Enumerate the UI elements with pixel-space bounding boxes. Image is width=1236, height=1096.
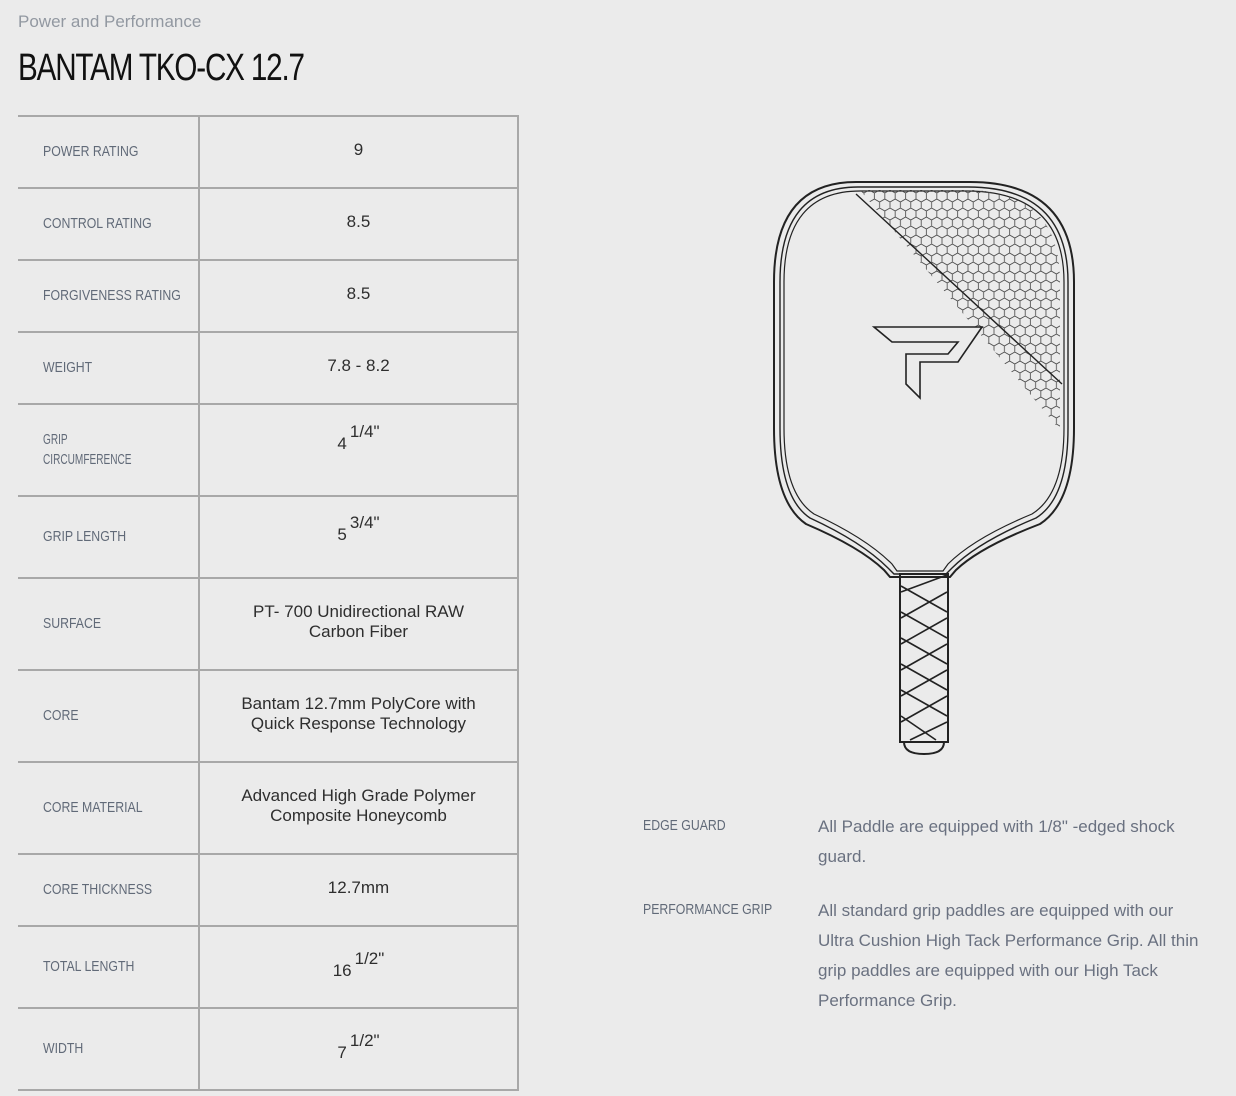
feature-text: All Paddle are equipped with 1/8" -edged shock guard. (818, 817, 1175, 866)
spec-value: 12.7mm (327, 878, 390, 897)
spec-value: Advanced High Grade Polymer Composite Honeycomb (241, 786, 476, 825)
spec-row-surface (18, 579, 517, 671)
spec-value: PT- 700 Unidirectional RAW Carbon Fiber (252, 602, 464, 641)
spec-value: Bantam 12.7mm PolyCore with Quick Response Technology (241, 694, 476, 733)
spec-label: CONTROL RATING (18, 189, 200, 259)
spec-label: GRIP LENGTH (18, 497, 200, 577)
spec-label: FORGIVENESS RATING (18, 261, 200, 331)
spec-label: GRIP CIRCUMFERENCE (18, 405, 200, 495)
spec-label: CORE (18, 671, 200, 761)
spec-row-grip-length (18, 497, 517, 579)
spec-label: CORE THICKNESS (18, 855, 200, 925)
feature-performance-grip (643, 896, 1223, 1016)
spec-value: 8.5 (346, 212, 371, 231)
spec-row-total-length (18, 927, 517, 1009)
spec-row-forgiveness-rating (18, 261, 517, 333)
spec-value: 8.5 (346, 284, 371, 303)
spec-label: TOTAL LENGTH (18, 927, 200, 1007)
spec-value: 161/2" (332, 949, 385, 980)
feature-text: All standard grip paddles are equipped with our Ultra Cushion High Tack Performance Grip. All thin grip paddles are equipped with our High Tack Performance Grip. (818, 901, 1199, 1010)
spec-label: POWER RATING (18, 117, 200, 187)
spec-row-core-thickness (18, 855, 517, 927)
spec-label: WIDTH (18, 1009, 200, 1089)
spec-row-control-rating (18, 189, 517, 261)
product-title: BANTAM TKO-CX 12.7 (18, 47, 304, 89)
spec-label: CORE MATERIAL (18, 763, 200, 853)
spec-value: 41/4" (337, 422, 380, 453)
spec-table (18, 115, 519, 1091)
paddle-illustration (760, 172, 1090, 762)
spec-row-power-rating (18, 117, 517, 189)
page-subtitle: Power and Performance (18, 12, 202, 31)
spec-label: WEIGHT (18, 333, 200, 403)
spec-value: 7.8 - 8.2 (327, 356, 390, 375)
spec-value: 53/4" (337, 513, 380, 544)
spec-value: 9 (353, 140, 364, 159)
spec-row-core-material (18, 763, 517, 855)
spec-label: SURFACE (18, 579, 200, 669)
spec-row-grip-circumference (18, 405, 517, 497)
feature-edge-guard (643, 812, 1223, 872)
spec-value: 71/2" (337, 1031, 380, 1062)
feature-label: PERFORMANCE GRIP (643, 901, 773, 918)
feature-list (643, 812, 1223, 1040)
spec-row-weight (18, 333, 517, 405)
spec-row-core (18, 671, 517, 763)
spec-row-width (18, 1009, 517, 1091)
feature-label: EDGE GUARD (643, 817, 726, 834)
